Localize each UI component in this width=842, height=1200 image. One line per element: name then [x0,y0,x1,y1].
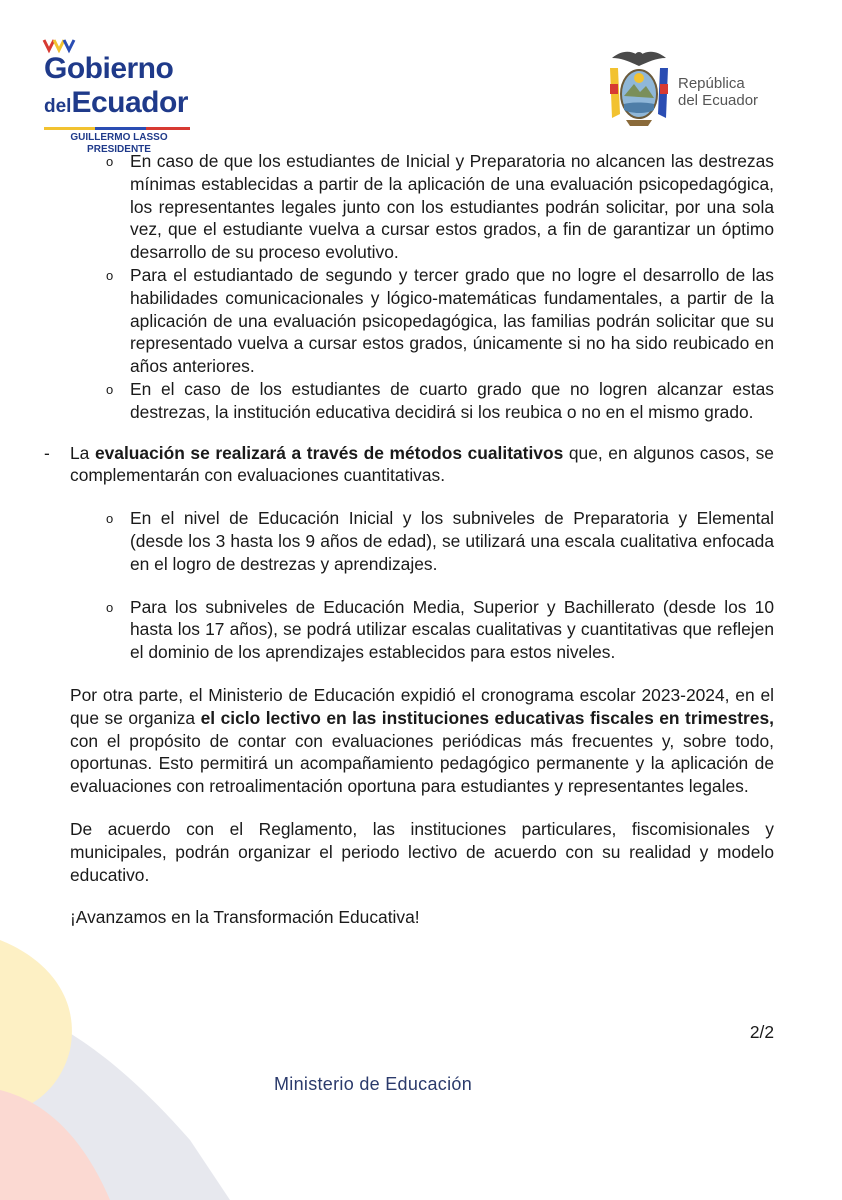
logo-gobierno-text: Gobierno [44,52,174,85]
page-number: 2/2 [749,1022,774,1042]
bullet-text: En caso de que los estudiantes de Inicial y Preparatoria no alcancen las destrezas mínimas establecidas a partir de la aplicación de una evaluación psicopedagógica, los representantes legales junto con los estudiantes podrán solicitar, por una sola vez, que el estudiante vuelva a cursar estos grados, a fin de garantizar un óptimo desarrollo de su proceso evolutivo. [130,151,774,263]
list-item [106,264,774,378]
para1-post: con el propósito de contar con evaluaciones periódicas más frecuentes y, sobre todo, oportunas. Esto permitirá un acompañamiento pedagógico permanente y la aplicación de evaluaciones con retroalimentación oportuna para estudiantes y representantes legales. [70,730,774,797]
republica-line1: República [678,75,745,92]
document-body [44,150,774,929]
republica-text [678,75,758,109]
bullet-text: Para los subniveles de Educación Media, Superior y Bachillerato (desde los 10 hasta los 17 años), se podrá utilizar escalas cualitativas y cuantitativas que reflejen el dominio de los aprendizajes establecidos para estos niveles. [130,596,774,663]
bullet-text: En el nivel de Educación Inicial y los subniveles de Preparatoria y Elemental (desde los 3 hasta los 9 años de edad), se utilizará una escala cualitativa enfocada en el logro de destrezas y aprendizajes. [130,508,774,574]
bullet-text: Para el estudiantado de segundo y tercer grado que no logre el desarrollo de las habilidades comunicacionales y lógico-matemáticas fundamentales, a partir de la aplicación de una evaluación psicopedagógica, las familias podrán solicitar que su representado vuelva a cursar estos grados, únicamente si no ha sido reubicado en años anteriores. [130,264,774,377]
dash-marker: - [44,442,50,463]
president-title: PRESIDENTE [87,144,151,155]
paragraph-regulation: De acuerdo con el Reglamento, las instituciones particulares, fiscomisionales y municipales, podrán organizar el periodo lectivo de acuerdo con su realidad y modelo educativo. [70,818,774,885]
republica-line2: del Ecuador [678,92,759,109]
logo-color-bar [44,127,190,130]
list-item [106,150,774,264]
closing-line: ¡Avanzamos en la Transformación Educativa! [70,907,420,928]
dash-text-pre: La [70,442,95,463]
list-item [106,507,774,575]
list-item [106,596,774,664]
footer-ministry: Ministerio de Educación [274,1074,473,1094]
bullet-text: En el caso de los estudiantes de cuarto grado que no logren alcanzar estas destrezas, la institución educativa decidirá si los reubica o no en el mismo grado. [130,378,774,422]
logo-del-text: del [44,96,72,117]
dash-text-bold: evaluación se realizará a través de métodos cualitativos [94,442,564,463]
para1-bold: el ciclo lectivo en las instituciones educativas fiscales en trimestres, [200,707,774,728]
coat-of-arms-icon [604,44,674,132]
bullet-marker: o [106,511,114,527]
bullet-marker: o [106,599,114,615]
list-item [106,378,774,424]
logo-del-ecuador [44,86,188,120]
dash-item [44,442,774,488]
decorative-shapes [0,940,260,1200]
president-name: GUILLERMO LASSO [70,132,168,143]
bullet-marker: o [106,267,114,283]
dash-text-post: que, en algunos casos, se complementarán con evaluaciones cuantitativas. [70,442,774,486]
paragraph-calendar [70,684,774,798]
republica-logo [604,44,794,134]
bullet-marker: o [106,154,114,169]
gobierno-logo [36,38,196,158]
para1-pre: Por otra parte, el Ministerio de Educación expidió el cronograma escolar 2023-2024, en el que se organiza [70,684,774,728]
bullet-marker: o [106,381,114,397]
logo-ecuador-text: Ecuador [71,86,188,119]
